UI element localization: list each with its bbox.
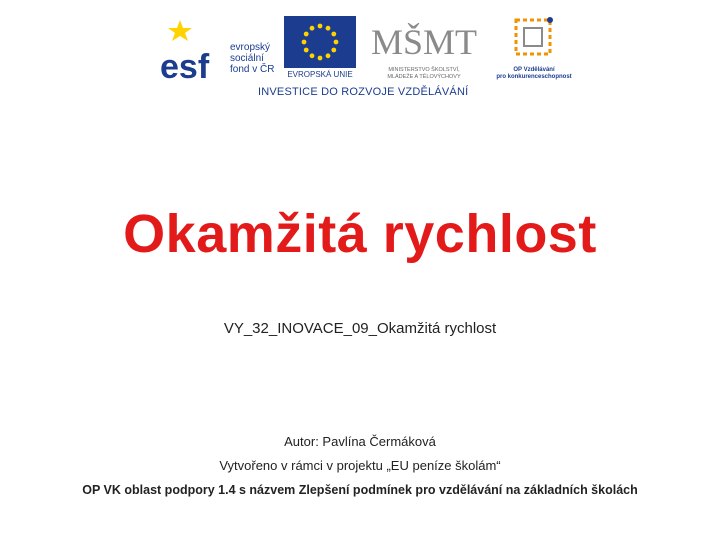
op-logo [490, 12, 578, 84]
author-line: Autor: Pavlína Čermáková [284, 434, 436, 449]
op-caption-line: OP Vzdělávání [513, 67, 555, 73]
esf-text [230, 42, 274, 75]
msmt-caption-line: MLÁDEŽE A TĚLOVÝCHOVY [387, 74, 461, 80]
op-caption-line: pro konkurenceschopnost [496, 74, 572, 80]
credits [0, 430, 720, 502]
msmt-caption [364, 67, 484, 81]
esf-line: sociální [230, 53, 264, 64]
eu-logo [284, 16, 356, 82]
slide-title: Okamžitá rychlost [123, 204, 597, 264]
msmt-mark-text: MŠMT [370, 22, 478, 62]
op-mark-icon [508, 12, 558, 62]
project-line: Vytvořeno v rámci v projektu „EU peníze školám“ [219, 458, 501, 473]
slogan: INVESTICE DO ROZVOJE VZDĚLÁVÁNÍ [258, 86, 469, 98]
esf-mark-text: esf [160, 48, 210, 82]
logo-bar [158, 12, 578, 102]
msmt-mark-icon [364, 14, 484, 62]
esf-mark-icon [158, 18, 228, 82]
eu-flag-icon [284, 16, 356, 68]
esf-line: evropský [230, 42, 271, 53]
msmt-logo [364, 14, 484, 84]
slide-subtitle: VY_32_INOVACE_09_Okamžitá rychlost [223, 320, 497, 337]
op-caption [490, 67, 578, 81]
program-line: OP VK oblast podpory 1.4 s názvem Zlepšení podmínek pro vzdělávání na základních školách [82, 483, 638, 497]
msmt-caption-line: MINISTERSTVO ŠKOLSTVÍ, [388, 67, 460, 73]
eu-caption: EVROPSKÁ UNIE [287, 70, 353, 79]
esf-logo [158, 18, 278, 82]
esf-line: fond v ČR [230, 64, 275, 75]
